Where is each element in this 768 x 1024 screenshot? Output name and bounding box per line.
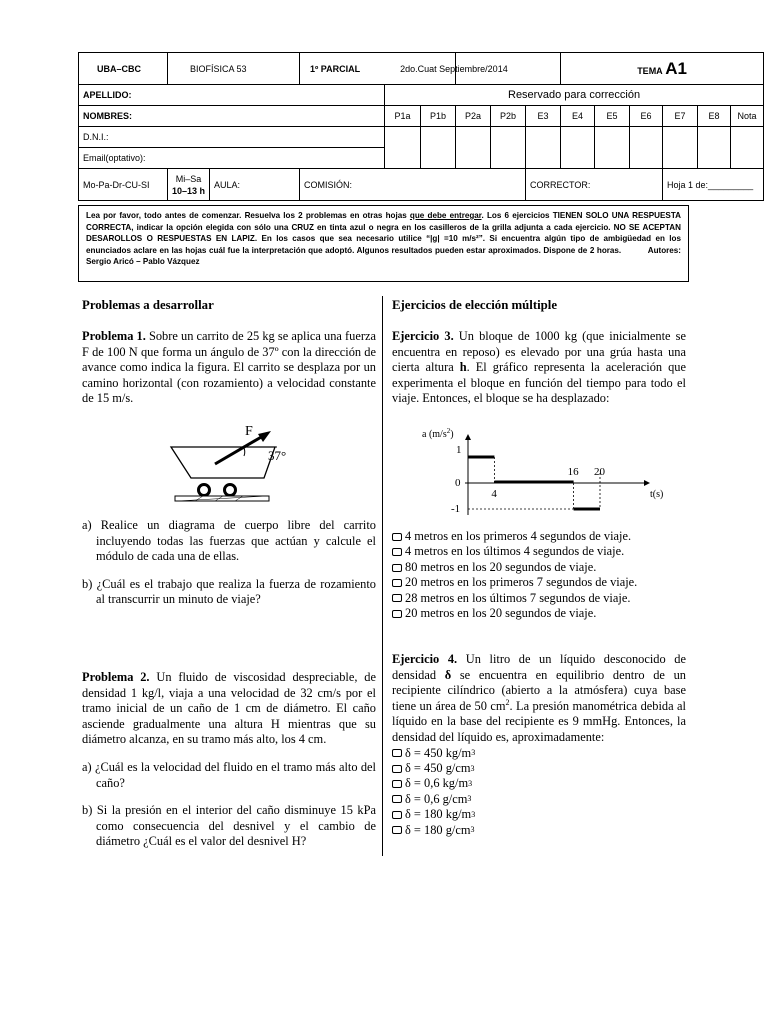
cart-body xyxy=(171,447,275,478)
schedule-cell: Mi–Sa 10–13 h xyxy=(168,169,210,201)
grade-cell xyxy=(491,127,526,169)
acceleration-chart xyxy=(395,423,695,523)
angle-label: 37° xyxy=(268,448,287,463)
checkbox[interactable] xyxy=(392,765,402,773)
y-tick-label: 0 xyxy=(455,477,461,489)
problem-1-parts xyxy=(82,518,376,608)
grade-cell xyxy=(526,127,561,169)
exercise-3-option[interactable]: 20 metros en los 20 segundos de viaje. xyxy=(392,606,686,621)
grade-cell xyxy=(663,127,698,169)
instructions-underlined: que debe entregar xyxy=(409,211,482,220)
grade-col-header: E4 xyxy=(561,106,595,127)
exercise-3-option[interactable]: 4 metros en los primeros 4 segundos de viaje. xyxy=(392,529,686,544)
checkbox[interactable] xyxy=(392,564,402,572)
checkbox[interactable] xyxy=(392,610,402,618)
institution: UBA–CBC xyxy=(79,53,168,85)
column-divider xyxy=(382,296,383,856)
grade-col-header: E3 xyxy=(526,106,561,127)
comision-field[interactable]: COMISIÓN: xyxy=(300,169,526,201)
exercise-3-option[interactable]: 4 metros en los últimos 4 segundos de viaje. xyxy=(392,544,686,559)
x-tick-label: 16 xyxy=(567,466,579,478)
exercise-4-option[interactable]: δ = 0,6 g/cm 3 xyxy=(392,792,686,807)
problem-1-a: a) Realice un diagrama de cuerpo libre del carrito incluyendo todas las fuerzas que actúan y calcule el módulo de cada una de ellas. xyxy=(82,518,376,564)
problem-2-b: b) Si la presión en el interior del caño disminuye 15 kPa como consecuencia del desnivel y el cambio de diámetro ¿Cuál es el valor del desnivel H? xyxy=(82,803,376,849)
checkbox[interactable] xyxy=(392,579,402,587)
section-title-exercises: Ejercicios de elección múltiple xyxy=(392,298,558,312)
exercise-4-option[interactable]: δ = 450 g/cm 3 xyxy=(392,761,686,776)
nombres-field[interactable]: NOMBRES: xyxy=(79,106,385,127)
grade-cell xyxy=(456,127,491,169)
exercise-3-title: Ejercicio 3. xyxy=(392,329,454,343)
tema-value: A1 xyxy=(665,58,687,78)
exercise-4-option[interactable]: δ = 0,6 kg/m 3 xyxy=(392,776,686,791)
grade-col-header: P1a xyxy=(385,106,421,127)
aula-field[interactable]: AULA: xyxy=(210,169,300,201)
checkbox[interactable] xyxy=(392,811,402,819)
checkbox[interactable] xyxy=(392,780,402,788)
exercises-section xyxy=(392,298,686,314)
checkbox[interactable] xyxy=(392,795,402,803)
exercise-4-option[interactable]: δ = 450 kg/m 3 xyxy=(392,746,686,761)
exercise-4-option[interactable]: δ = 180 kg/m 3 xyxy=(392,807,686,822)
cart-wheel-left xyxy=(199,485,210,496)
exercise-4-option[interactable]: δ = 180 g/cm 3 xyxy=(392,823,686,838)
hoja-field[interactable]: Hoja 1 de:_________ xyxy=(663,169,764,201)
checkbox[interactable] xyxy=(392,548,402,556)
force-arrow-shaft xyxy=(215,436,263,464)
dni-field[interactable]: D.N.I.: xyxy=(79,127,385,148)
grade-cell xyxy=(731,127,764,169)
checkbox[interactable] xyxy=(392,533,402,541)
x-tick-label: 4 xyxy=(491,488,497,500)
problem-1-text: Sobre un carrito de 25 kg se aplica una fuerza F de 100 N que forma un ángulo de 37º con la dirección de avance como indica la figura. El carrito se desplaza por un camino horizontal (con rozamiento) a velocidad constante de 15 m/s. xyxy=(82,329,377,406)
subject: BIOFÍSICA 53 xyxy=(168,53,300,85)
checkbox[interactable] xyxy=(392,826,402,834)
problem-2 xyxy=(82,670,376,850)
grade-col-header: E5 xyxy=(595,106,630,127)
force-label: F xyxy=(245,424,253,439)
grade-col-header: E6 xyxy=(630,106,663,127)
authors: Autores: Sergio Aricó – Pablo Vázquez xyxy=(86,245,681,267)
grade-col-header: P2b xyxy=(491,106,526,127)
problem-1-b: b) ¿Cuál es el trabajo que realiza la fuerza de rozamiento al transcurrir un minuto de viaje? xyxy=(82,576,376,607)
problem-1-title: Problema 1. xyxy=(82,329,146,343)
days-label: Mo-Pa-Dr-CU-SI xyxy=(79,169,168,201)
chart-ylabel: a $(m/s^2)$ xyxy=(422,427,454,440)
grade-col-header: E8 xyxy=(698,106,731,127)
grade-cell xyxy=(561,127,595,169)
grade-col-header: E7 xyxy=(663,106,698,127)
corrector-field[interactable]: CORRECTOR: xyxy=(526,169,663,201)
problem-2-a: a) ¿Cuál es la velocidad del fluido en el tramo más alto del caño? xyxy=(82,759,376,790)
grade-col-header: P1b xyxy=(421,106,456,127)
y-tick-label: -1 xyxy=(451,503,461,515)
exercise-4: Ejercicio 4. Un litro de un líquido desconocido de densidad δ se encuentra en equilibrio dentro de un recipiente cilíndrico (abierto a la atmósfera) cuya base tiene un área de 50 $cm^2$. La presión manométrica debida al líquido en la base del recipiente es 9 mmHg. Entonces, la densidad del líquido es, aproximadamente: δ = 450 kg/m 3 δ = 450 g/cm 3 δ = 0,6 kg/m 3 δ = 0,6 g/cm 3 δ = 180 kg/m 3 δ = 180 g/cm 3 xyxy=(392,652,686,837)
checkbox[interactable] xyxy=(392,749,402,757)
exercise-3: Ejercicio 3. Un bloque de 1000 kg (que inicialmente se encuentra en reposo) es elevado por una grúa hasta una cierta altura h. El gráfico representa la aceleración que experimenta el bloque en función del tiempo para todo el viaje. Entonces, el bloque se ha desplazado: xyxy=(392,329,686,406)
exercise-3-option[interactable]: 20 metros en los primeros 7 segundos de viaje. xyxy=(392,575,686,590)
y-tick-label: 1 xyxy=(456,444,462,456)
exam-name: 1º PARCIAL 2do.Cuat Septiembre/2014 xyxy=(300,53,456,85)
exercise-3-option[interactable]: 80 metros en los 20 segundos de viaje. xyxy=(392,560,686,575)
apellido-field[interactable]: APELLIDO: xyxy=(79,85,385,106)
grade-cell xyxy=(698,127,731,169)
tema-box: TEMA A1 xyxy=(561,53,764,85)
reserved-label: Reservado para corrección xyxy=(385,85,764,106)
grade-col-header: Nota xyxy=(731,106,764,127)
grade-cell xyxy=(595,127,630,169)
problem-1 xyxy=(82,329,376,407)
grade-col-header: P2a xyxy=(456,106,491,127)
x-tick-label: 20 xyxy=(594,466,605,478)
exercise-4-title: Ejercicio 4. xyxy=(392,652,458,666)
exercise-3-options xyxy=(392,529,686,621)
problems-section xyxy=(82,298,376,314)
chart-xlabel: t(s) xyxy=(650,489,664,500)
problem-2-text: Un fluido de viscosidad despreciable, de densidad 1 kg/l, viaja a una velocidad de 32 cm/s por el tramo inicial de un caño de 1 cm de diámetro. El caño asciende gradualmente una altura H mientras que su diámetro alcanza, en su tramo más alto, los 4 cm. xyxy=(82,670,377,747)
grade-cell xyxy=(630,127,663,169)
header-table xyxy=(78,52,764,201)
grade-cell xyxy=(421,127,456,169)
grade-cell xyxy=(385,127,421,169)
checkbox[interactable] xyxy=(392,594,402,602)
cart-figure xyxy=(165,418,315,506)
problem-2-title: Problema 2. xyxy=(82,670,150,684)
instructions-box: Lea por favor, todo antes de comenzar. Resuelva los 2 problemas en otras hojas que debe entregar. Los 6 ejercicios TIENEN SOLO UNA RESPUESTA CORRECTA, indicar la opción elegida con sólo una CRUZ en tinta azul o negra en los casilleros de la grilla adjunta a cada ejercicio. NO SE ACEPTAN DESAROLLOS O RESPUESTAS EN LAPIZ. En los casos que sea necesario utilice “|g| =10 m/s²”. Si encuentra algún tipo de ambigüedad en los enunciados aclare en las hojas cuál fue la interpretación que adoptó. Algunos resultados pueden estar aproximados. Dispone de 2 horas. Autores: Sergio Aricó – Pablo Vázquez xyxy=(78,205,689,282)
exercise-3-option[interactable]: 28 metros en los últimos 7 segundos de viaje. xyxy=(392,591,686,606)
force-arrow-head xyxy=(258,431,271,442)
cart-wheel-right xyxy=(225,485,236,496)
email-field[interactable]: Email(optativo): xyxy=(79,148,385,169)
section-title-problems: Problemas a desarrollar xyxy=(82,298,214,312)
